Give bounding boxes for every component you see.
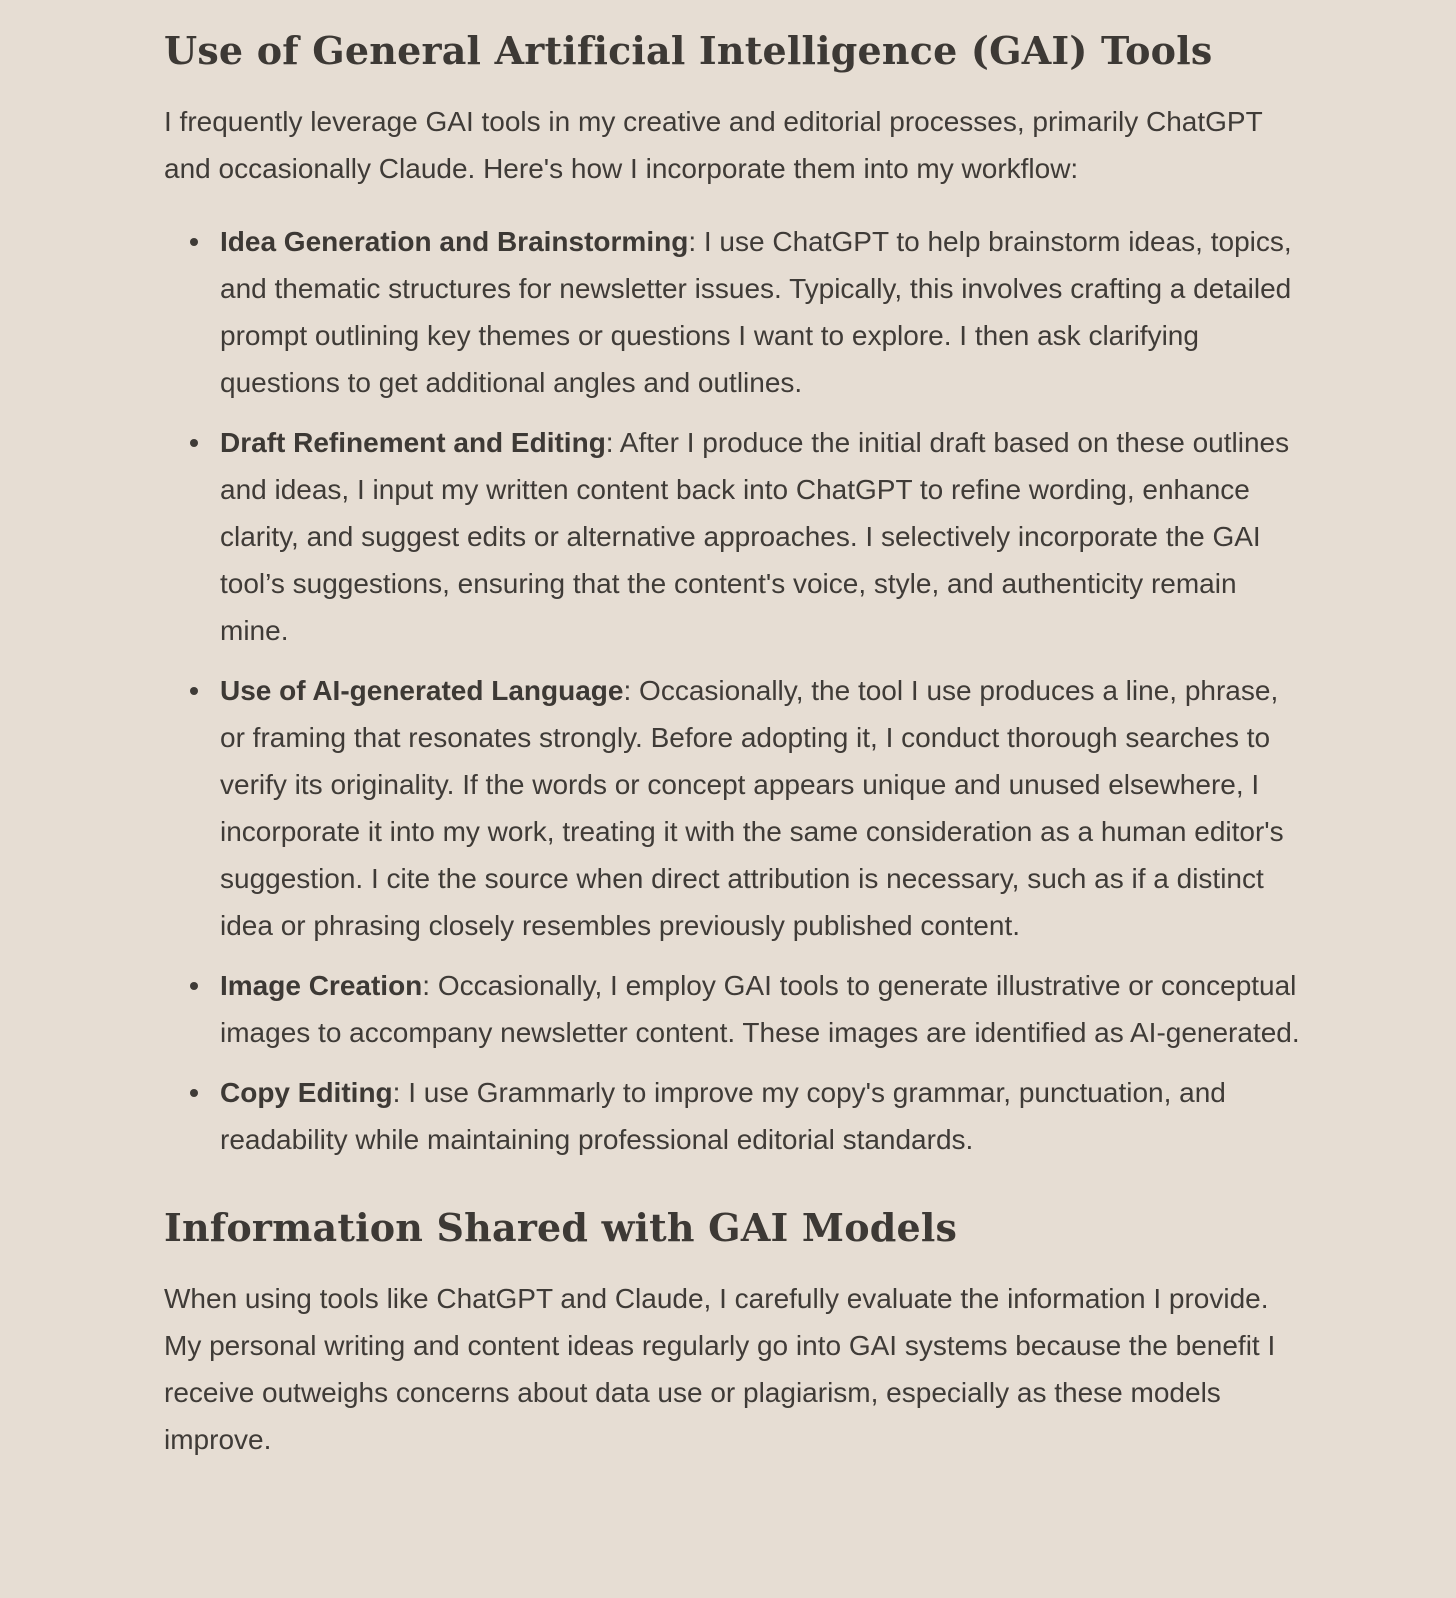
list-item-text: : Occasionally, the tool I use produces a line, phrase, or framing that resonates strongly. Before adopting it, I conduct thorough searches to verify its originality. If the words or concept appears unique and unused elsewhere, I incorporate it into my work, treating it with the same consideration as a human editor's suggestion. I cite the source when direct attribution is necessary, such as if a distinct idea or phrasing closely resembles previously published content. — [220, 675, 1284, 941]
section-heading-information-shared: Information Shared with GAI Models — [164, 1205, 958, 1250]
list-item-ai-language — [220, 667, 1304, 949]
list-item-text: : I use ChatGPT to help brainstorm ideas, topics, and thematic structures for newsletter issues. Typically, this involves crafting a detailed prompt outlining key themes or questions I want to explore. I then ask clarifying questions to get additional angles and outlines. — [220, 226, 1292, 398]
list-item-text: : Occasionally, I employ GAI tools to generate illustrative or conceptual images to accompany newsletter content. These images are identified as AI-generated. — [220, 970, 1300, 1048]
list-item-text: : I use Grammarly to improve my copy's grammar, punctuation, and readability while maintaining professional editorial standards. — [220, 1077, 1226, 1155]
information-paragraph: When using tools like ChatGPT and Claude, I carefully evaluate the information I provide. My personal writing and content ideas regularly go into GAI systems because the benefit I receive outweighs concerns about data use or plagiarism, especially as these models improve. — [164, 1283, 1276, 1455]
list-item-title: Copy Editing — [220, 1077, 393, 1108]
bullet-icon — [190, 1089, 198, 1097]
bullet-icon — [190, 687, 198, 695]
list-item-title: Image Creation — [220, 970, 423, 1001]
list-item-copy-editing — [220, 1069, 1304, 1163]
bullet-icon — [190, 439, 198, 447]
list-item-title: Draft Refinement and Editing — [220, 427, 606, 458]
list-item-title: Use of AI-generated Language — [220, 675, 624, 706]
bullet-icon — [190, 982, 198, 990]
list-item-draft-refinement — [220, 419, 1304, 654]
workflow-list — [164, 218, 1304, 1163]
bullet-icon — [190, 238, 198, 246]
list-item-text: : After I produce the initial draft based on these outlines and ideas, I input my written content back into ChatGPT to refine wording, enhance clarity, and suggest edits or alternative approaches. I selectively incorporate the GAI tool’s suggestions, ensuring that the content's voice, style, and authenticity remain mine. — [220, 427, 1290, 646]
section-heading-gai-tools: Use of General Artificial Intelligence (GAI) Tools — [164, 28, 1213, 73]
list-item-image-creation — [220, 962, 1304, 1056]
list-item-idea-generation — [220, 218, 1304, 406]
article-content — [164, 26, 1304, 1463]
intro-paragraph: I frequently leverage GAI tools in my creative and editorial processes, primarily ChatGPT and occasionally Claude. Here's how I incorporate them into my workflow: — [164, 106, 1263, 184]
list-item-title: Idea Generation and Brainstorming — [220, 226, 689, 257]
